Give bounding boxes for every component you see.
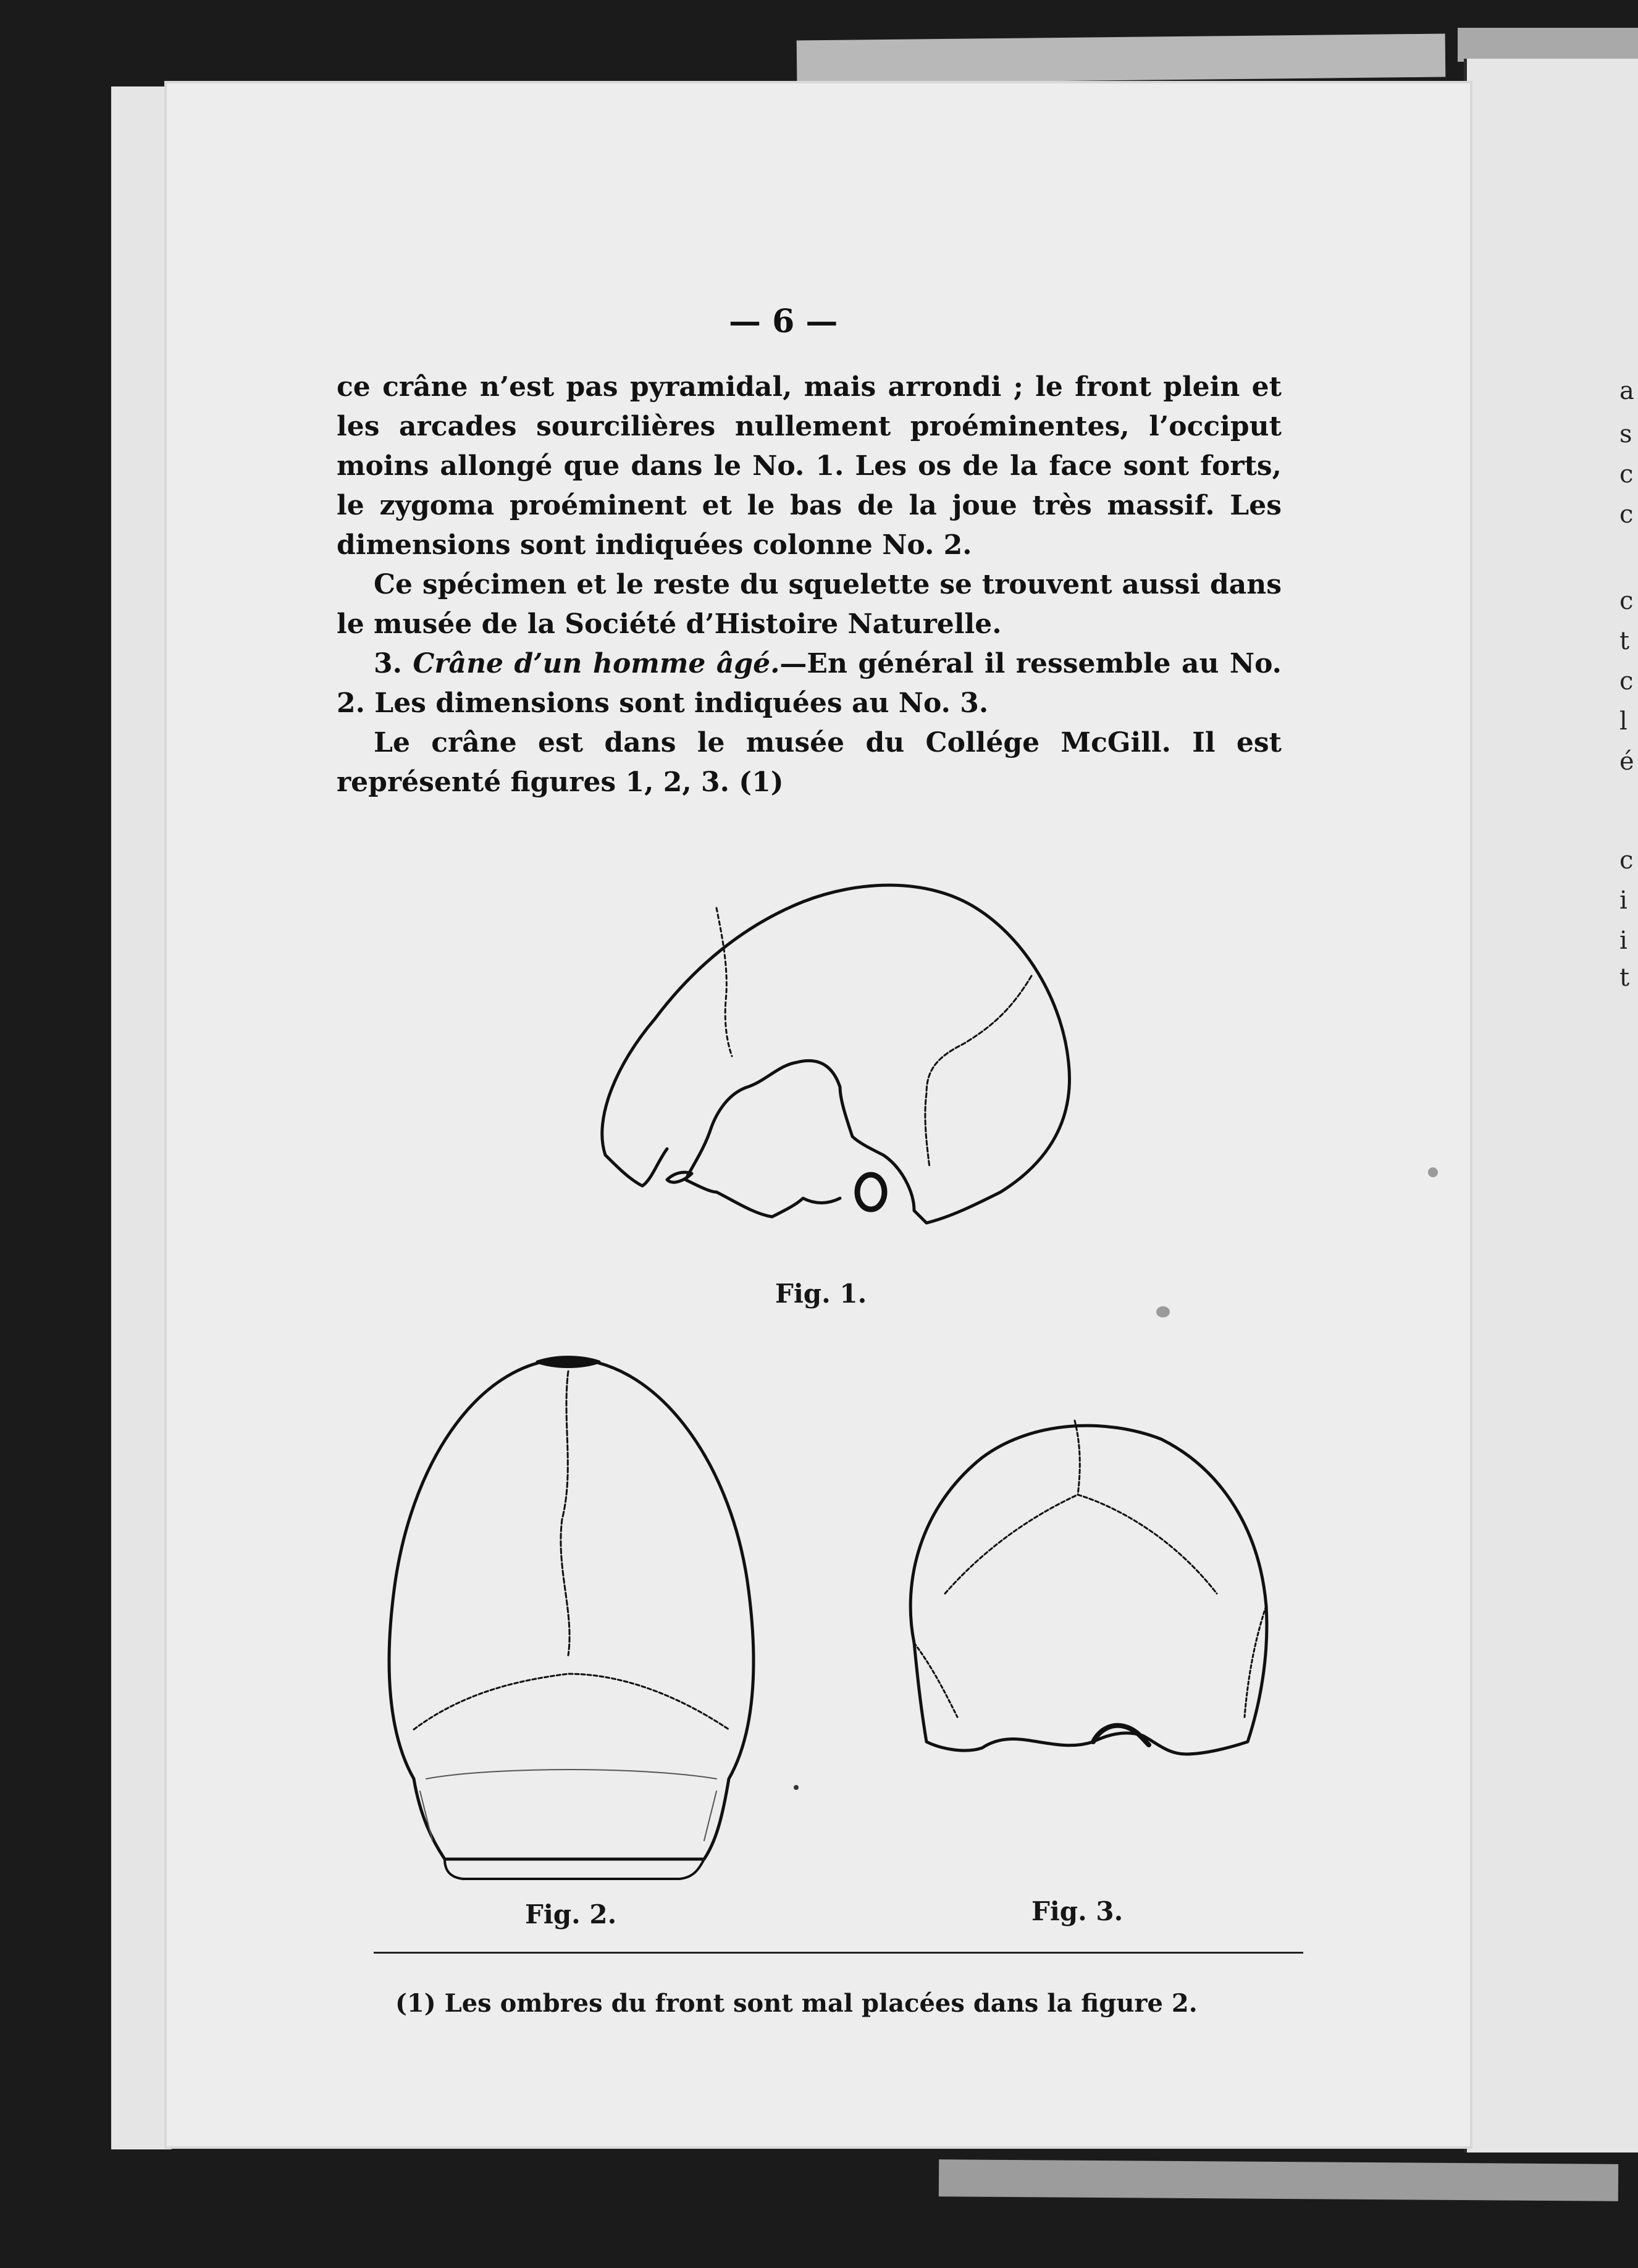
paper-speck: [1156, 1306, 1170, 1317]
binding-strip-top-right: [1458, 28, 1638, 62]
facing-page-letter: t: [1619, 964, 1630, 992]
paragraph-3-rest: —En général il ressemble au No. 2. Les dimensions sont indiquées au No. 3.: [337, 648, 1282, 719]
facing-page-letter: t: [1619, 627, 1630, 655]
figure-2-skull-top: [371, 1346, 766, 1896]
paper-speck: [794, 1785, 799, 1790]
facing-page-letter: s: [1619, 420, 1632, 448]
figure-3-skull-rear: [896, 1408, 1279, 1804]
paragraph-4: Le crâne est dans le musée du Collége McGill. Il est représenté figures 1, 2, 3. (1): [337, 727, 1282, 798]
facing-page-letter: c: [1619, 846, 1634, 875]
facing-page-letter: i: [1619, 926, 1628, 955]
facing-page-letter: c: [1619, 667, 1634, 695]
facing-page-letter: c: [1619, 460, 1634, 489]
body-text: [337, 368, 1282, 802]
paragraph-3-italic: Crâne d’un homme âgé.: [413, 648, 780, 679]
facing-page-letter: c: [1619, 587, 1634, 615]
figure-1-skull-profile: [581, 859, 1099, 1254]
page-edge: [111, 86, 172, 2149]
paragraph-1: ce crâne n’est pas pyramidal, mais arrondi ; le front plein et les arcades sourcilières nullement proéminentes, l’occiput moins allongé que dans le No. 1. Les os de la face sont forts, le zygoma proéminent et le bas de la joue très massif. Les dimensions sont indiquées colonne No. 2.: [337, 371, 1282, 561]
paragraph-3: [337, 644, 1282, 723]
paragraph-2: Ce spécimen et le reste du squelette se trouvent aussi dans le musée de la Société d’Histoire Naturelle.: [337, 569, 1282, 640]
paragraph-3-number: 3.: [374, 648, 402, 679]
binding-strip-top: [797, 34, 1446, 84]
facing-page-letter: c: [1619, 500, 1634, 529]
facing-page-letter: a: [1619, 377, 1634, 405]
page-number: — 6 —: [729, 303, 838, 340]
facing-page-letter: i: [1619, 886, 1628, 915]
facing-page-letter: l: [1619, 707, 1628, 736]
paper-speck: [1428, 1167, 1438, 1177]
facing-page-letter: é: [1619, 747, 1634, 776]
footnote: (1) Les ombres du front sont mal placées dans la figure 2.: [395, 1989, 1198, 2018]
figure-1-caption: Fig. 1.: [775, 1279, 867, 1309]
binding-strip-bottom: [939, 2159, 1618, 2201]
figure-2-caption: Fig. 2.: [525, 1899, 617, 1930]
figure-3-caption: Fig. 3.: [1031, 1896, 1124, 1926]
footnote-rule: [374, 1952, 1303, 1954]
facing-page: [1464, 59, 1638, 2152]
